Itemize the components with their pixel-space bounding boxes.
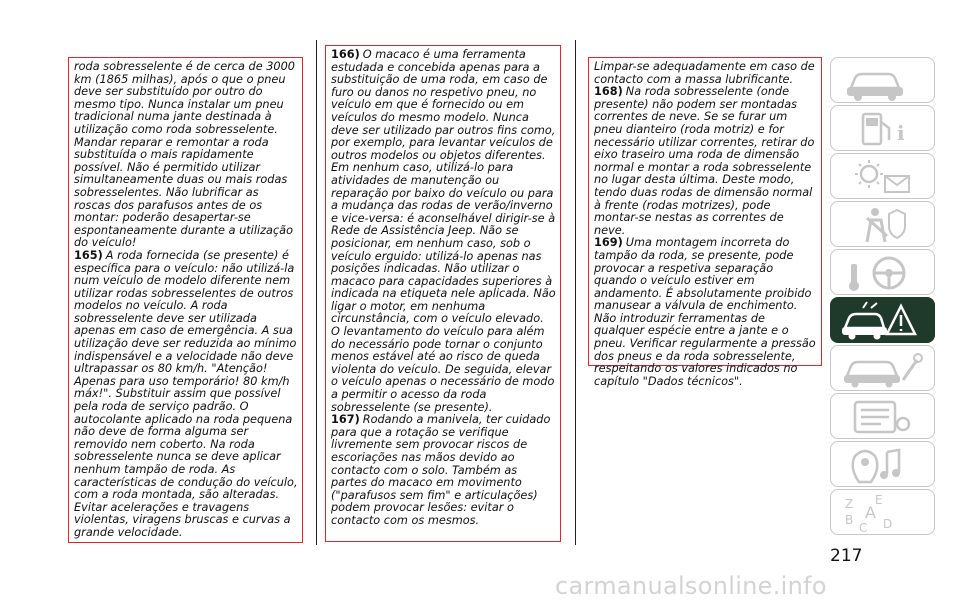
chapter-tab-safety[interactable] [830,201,935,247]
text-column-1 [68,57,303,543]
index-letter: E [875,493,883,507]
chapter-tab-fuel[interactable] [830,105,935,151]
column-divider [316,40,317,545]
index-icon [831,490,936,536]
index-letter: Z [845,497,854,511]
warning-number: 167) [331,413,360,427]
multimedia-icon [831,442,936,488]
index-letter: B [845,513,854,527]
index-letter: A [865,503,876,522]
chapter-tab-multimedia[interactable] [830,441,935,487]
warning-167 [331,414,556,527]
chapter-tab-technical-data[interactable] [830,393,935,439]
chapter-tab-starting-driving[interactable] [830,249,935,295]
car-overview-icon [831,58,936,104]
safety-icon [831,202,936,248]
watermark: carmanualsonline.info [555,572,827,600]
chapter-tab-warning-lights[interactable] [830,153,935,199]
warning-165 [74,250,298,540]
warning-number: 166) [331,48,360,61]
chapter-tab-maintenance[interactable] [830,345,935,391]
warning-number: 168) [594,85,623,99]
index-letter: D [883,517,893,531]
warning-168 [594,86,817,237]
text-column-2 [325,45,561,542]
warning-text: Rodando a manivela, ter cuidado para que a rotação se verifique livremente sem provocar riscos de escoriações nas mãos devido ao contacto com o solo. Também as partes do macaco em movimento ("parafusos sem fim" e articulações) podem provocar lesões: evitar o contacto com os mesmos. [331,413,551,527]
warning-text: Na roda sobresselente (onde presente) não podem ser montadas correntes de neve. Se se furar um pneu dianteiro (roda motriz) e for necessário utilizar correntes, retirar do eixo traseiro uma roda de dimensão normal e montar a roda sobresselente no lugar desta última. Deste modo, tendo duas rodas de dimensão normal à frente (rodas motrizes), pode montar-se nestas as correntes de neve. [594,85,815,237]
warning-169 [594,237,817,388]
page-number: 217 [830,546,863,566]
maintenance-icon [831,346,936,392]
warning-text: Uma montagem incorreta do tampão da roda, se presente, pode provocar a respetiva separação quando o veículo estiver em andamento. É absolutamente proibido manusear a válvula de enchimento. Não introduzir ferramentas de qualquer espécie entre a jante e o pneu. Verificar regularmente a pressão dos pneus e da roda sobresselente, respeitando os valores indicados no capítulo "Dados técnicos". [594,236,816,388]
svg-text:i: i [897,121,905,145]
column-divider [575,40,576,545]
ignition-wheel-icon [831,250,936,296]
warning-number: 165) [74,248,103,262]
chapter-tab-index[interactable] [830,489,935,535]
text-column-3 [588,57,822,388]
paragraph: roda sobresselente é de cerca de 3000 km (1865 milhas), após o que o pneu deve ser substituído por outro do mesmo tipo. Nunca instalar um pneu tradicional numa jante destinada à utilização como roda sobresselente. Mandar reparar e remontar a roda substituída o mais rapidamente possível. Não é permitido utilizar simultaneamente duas ou mais rodas sobresselentes. Não lubrificar as roscas dos parafusos antes de os montar: poderão desapertar-se espontaneamente durante a utilização do veículo! [74,60,295,250]
technical-data-icon [831,394,936,440]
chapter-tab-emergency[interactable] [830,297,935,343]
paragraph: Limpar-se adequadamente em caso de contacto com a massa lubrificante. [594,60,815,86]
index-letter: C [859,521,868,535]
warning-text: O macaco é uma ferramenta estudada e concebida apenas para a substituição de uma roda, em caso de furo ou danos no respetivo pneu, no veículo em que é fornecido ou em veículos do mesmo modelo. Nunca deve ser utilizado par outros fins como, por exemplo, para levantar veículos de outros modelos ou objetos diferentes. Em nenhum caso, utilizá-lo para atividades de manutenção ou reparação por baixo do veículo ou para a mudança das rodas de verão/inverno e vice-versa: é aconselhável dirigir-se à Rede de Assistência Jeep. Não se posicionar, em nenhum caso, sob o veículo erguido: utilizá-lo apenas nas posições indicadas. Não utilizar o macaco para capacidades superiores à indicada na etiqueta nele aplicada. Não ligar o motor, em nenhuma circunstância, com o veículo elevado. O levantamento do veículo para além do necessário pode tornar o conjunto menos estável até ao risco de queda violenta do veículo. De seguida, elevar o veículo apenas o necessário de modo a permitir o acesso da roda sobresselente (se presente). [331,48,556,414]
warning-166 [331,49,556,414]
chapter-tab-overview[interactable] [830,57,935,103]
warning-text: A roda fornecida (se presente) é específica para o veículo: não utilizá-la num veículo de modelo diferente nem utilizar rodas sobresselentes de outros modelos no veículo. A roda sobresselente deve ser utilizada apenas em caso de emergência. A sua utilização deve ser reduzida ao mínimo indispensável e a velocidade não deve ultrapassar os 80 km/h. "Atenção! Apenas para uso temporário! 80 km/h máx!". Substituir assim que possível pela roda de serviço padrão. O autocolante aplicado na roda pequena não deve de forma alguma ser removido nem coberto. Na roda sobresselente nunca se deve aplicar nenhum tampão de roda. As características de condução do veículo, com a roda montada, são alteradas. Evitar acelerações e travagens violentas, viragens bruscas e curvas a grande velocidade. [74,248,298,539]
warning-lights-icon [831,154,936,200]
fuel-info-icon [831,106,936,152]
emergency-icon [831,298,936,344]
warning-number: 169) [594,236,623,250]
